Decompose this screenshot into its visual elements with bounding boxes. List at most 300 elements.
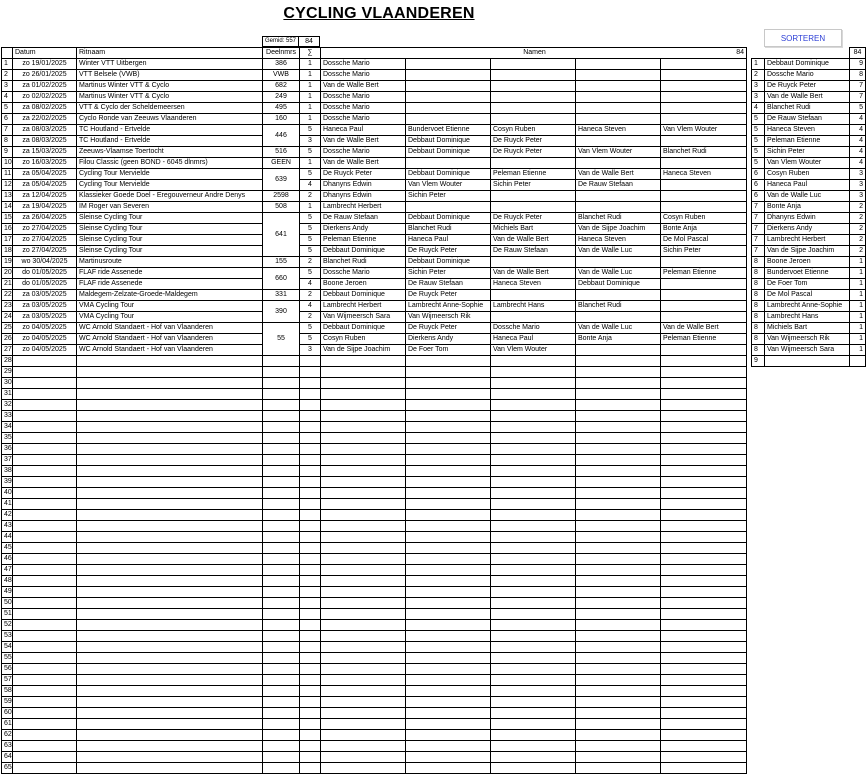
empty-cell[interactable] xyxy=(406,598,491,609)
name-cell[interactable]: Van de Walle Bert xyxy=(491,268,576,279)
name-cell[interactable]: Dierkens Andy xyxy=(321,224,406,235)
empty-cell[interactable] xyxy=(661,576,747,587)
name-cell[interactable]: De Ruyck Peter xyxy=(406,323,491,334)
empty-cell[interactable] xyxy=(406,367,491,378)
empty-cell[interactable] xyxy=(300,499,321,510)
empty-cell[interactable] xyxy=(300,675,321,686)
empty-cell[interactable] xyxy=(77,433,263,444)
empty-cell[interactable] xyxy=(13,488,77,499)
empty-cell[interactable] xyxy=(263,521,300,532)
name-cell[interactable]: De Ruyck Peter xyxy=(491,136,576,147)
empty-cell[interactable] xyxy=(77,554,263,565)
date-cell[interactable]: zo 04/05/2025 xyxy=(13,323,77,334)
ride-name-cell[interactable]: WC Arnold Standaert - Hof van Vlaanderen xyxy=(77,334,263,345)
empty-cell[interactable] xyxy=(406,400,491,411)
empty-cell[interactable] xyxy=(491,576,576,587)
name-cell[interactable]: De Rauw Stefaan xyxy=(576,180,661,191)
name-cell[interactable]: Dossche Mario xyxy=(321,147,406,158)
empty-cell[interactable] xyxy=(263,598,300,609)
name-cell[interactable]: De Rauw Stefaan xyxy=(321,213,406,224)
name-cell[interactable]: Boone Jeroen xyxy=(321,279,406,290)
empty-cell[interactable] xyxy=(491,356,576,367)
empty-cell[interactable] xyxy=(491,587,576,598)
empty-cell[interactable] xyxy=(77,730,263,741)
empty-cell[interactable] xyxy=(77,378,263,389)
count-cell[interactable]: 5 xyxy=(300,125,321,136)
empty-cell[interactable] xyxy=(491,675,576,686)
empty-cell[interactable] xyxy=(321,455,406,466)
empty-cell[interactable] xyxy=(300,532,321,543)
empty-cell[interactable] xyxy=(13,631,77,642)
empty-cell[interactable] xyxy=(576,477,661,488)
empty-cell[interactable] xyxy=(13,686,77,697)
empty-cell[interactable] xyxy=(263,719,300,730)
empty-cell[interactable] xyxy=(77,543,263,554)
empty-cell[interactable] xyxy=(406,422,491,433)
empty-cell[interactable] xyxy=(77,532,263,543)
ride-name-cell[interactable]: Martinus Winter VTT & Cyclo xyxy=(77,81,263,92)
empty-cell[interactable] xyxy=(13,587,77,598)
count-cell[interactable]: 1 xyxy=(300,70,321,81)
ride-name-cell[interactable]: IM Roger van Severen xyxy=(77,202,263,213)
empty-cell[interactable] xyxy=(263,411,300,422)
name-cell[interactable]: Sichin Peter xyxy=(491,180,576,191)
date-cell[interactable]: zo 02/02/2025 xyxy=(13,92,77,103)
empty-cell[interactable] xyxy=(300,697,321,708)
empty-cell[interactable] xyxy=(321,510,406,521)
ride-name-cell[interactable]: Cyclo Ronde van Zeeuws Vlaanderen xyxy=(77,114,263,125)
empty-cell[interactable] xyxy=(13,499,77,510)
name-cell[interactable]: Sichin Peter xyxy=(406,268,491,279)
date-cell[interactable]: do 01/05/2025 xyxy=(13,268,77,279)
name-cell[interactable]: Van de Walle Bert xyxy=(321,136,406,147)
name-cell[interactable]: Van de Walle Luc xyxy=(576,268,661,279)
ride-name-cell[interactable]: Martinusroute xyxy=(77,257,263,268)
participants-cell[interactable]: 660 xyxy=(263,268,300,290)
empty-cell[interactable] xyxy=(263,653,300,664)
empty-cell[interactable] xyxy=(661,422,747,433)
name-cell[interactable]: Van Wijmeersch Sara xyxy=(321,312,406,323)
date-cell[interactable]: za 19/04/2025 xyxy=(13,202,77,213)
empty-cell[interactable] xyxy=(263,444,300,455)
empty-cell[interactable] xyxy=(77,741,263,752)
empty-cell[interactable] xyxy=(491,741,576,752)
empty-cell[interactable] xyxy=(576,697,661,708)
name-cell[interactable] xyxy=(576,290,661,301)
empty-cell[interactable] xyxy=(406,378,491,389)
name-cell[interactable]: Van de Walle Bert xyxy=(661,323,747,334)
name-cell[interactable]: Peleman Etienne xyxy=(321,235,406,246)
date-cell[interactable]: za 26/04/2025 xyxy=(13,213,77,224)
name-cell[interactable] xyxy=(576,191,661,202)
empty-cell[interactable] xyxy=(321,389,406,400)
empty-cell[interactable] xyxy=(576,576,661,587)
count-cell[interactable]: 5 xyxy=(300,235,321,246)
empty-cell[interactable] xyxy=(491,455,576,466)
empty-cell[interactable] xyxy=(321,477,406,488)
count-cell[interactable]: 2 xyxy=(300,290,321,301)
name-cell[interactable]: De Rauw Stefaan xyxy=(491,246,576,257)
empty-cell[interactable] xyxy=(491,730,576,741)
ride-name-cell[interactable]: Cycling Tour Mervielde xyxy=(77,169,263,180)
empty-cell[interactable] xyxy=(263,433,300,444)
empty-cell[interactable] xyxy=(263,620,300,631)
empty-cell[interactable] xyxy=(300,543,321,554)
empty-cell[interactable] xyxy=(13,708,77,719)
empty-cell[interactable] xyxy=(321,543,406,554)
empty-cell[interactable] xyxy=(661,521,747,532)
empty-cell[interactable] xyxy=(661,752,747,763)
empty-cell[interactable] xyxy=(491,466,576,477)
ride-name-cell[interactable]: FLAF ride Assenede xyxy=(77,279,263,290)
empty-cell[interactable] xyxy=(263,752,300,763)
name-cell[interactable]: Bonte Anja xyxy=(576,334,661,345)
empty-cell[interactable] xyxy=(661,510,747,521)
empty-cell[interactable] xyxy=(13,466,77,477)
empty-cell[interactable] xyxy=(491,444,576,455)
name-cell[interactable]: Cosyn Ruben xyxy=(321,334,406,345)
empty-cell[interactable] xyxy=(263,554,300,565)
empty-cell[interactable] xyxy=(321,356,406,367)
empty-cell[interactable] xyxy=(300,466,321,477)
name-cell[interactable] xyxy=(576,92,661,103)
name-cell[interactable]: Dhanyns Edwin xyxy=(321,180,406,191)
empty-cell[interactable] xyxy=(263,455,300,466)
empty-cell[interactable] xyxy=(263,488,300,499)
empty-cell[interactable] xyxy=(300,455,321,466)
name-cell[interactable]: Dossche Mario xyxy=(321,268,406,279)
date-cell[interactable]: wo 30/04/2025 xyxy=(13,257,77,268)
empty-cell[interactable] xyxy=(263,730,300,741)
name-cell[interactable]: Van de Sijpe Joachim xyxy=(321,345,406,356)
empty-cell[interactable] xyxy=(263,587,300,598)
name-cell[interactable] xyxy=(661,191,747,202)
empty-cell[interactable] xyxy=(406,488,491,499)
count-cell[interactable]: 2 xyxy=(300,312,321,323)
name-cell[interactable]: Peleman Etienne xyxy=(661,268,747,279)
empty-cell[interactable] xyxy=(661,444,747,455)
count-cell[interactable]: 5 xyxy=(300,246,321,257)
name-cell[interactable]: Van de Walle Bert xyxy=(491,235,576,246)
empty-cell[interactable] xyxy=(13,576,77,587)
empty-cell[interactable] xyxy=(300,598,321,609)
empty-cell[interactable] xyxy=(263,697,300,708)
empty-cell[interactable] xyxy=(491,554,576,565)
empty-cell[interactable] xyxy=(406,697,491,708)
ride-name-cell[interactable]: VTT Belsele (VWB) xyxy=(77,70,263,81)
empty-cell[interactable] xyxy=(661,356,747,367)
name-cell[interactable] xyxy=(406,202,491,213)
empty-cell[interactable] xyxy=(77,444,263,455)
count-cell[interactable]: 2 xyxy=(300,191,321,202)
empty-cell[interactable] xyxy=(263,532,300,543)
empty-cell[interactable] xyxy=(491,543,576,554)
empty-cell[interactable] xyxy=(661,598,747,609)
count-cell[interactable]: 1 xyxy=(300,114,321,125)
empty-cell[interactable] xyxy=(77,477,263,488)
empty-cell[interactable] xyxy=(263,477,300,488)
name-cell[interactable]: De Mol Pascal xyxy=(661,235,747,246)
empty-cell[interactable] xyxy=(77,411,263,422)
count-cell[interactable]: 1 xyxy=(300,81,321,92)
empty-cell[interactable] xyxy=(661,367,747,378)
empty-cell[interactable] xyxy=(13,532,77,543)
name-cell[interactable] xyxy=(661,180,747,191)
empty-cell[interactable] xyxy=(300,510,321,521)
empty-cell[interactable] xyxy=(661,433,747,444)
empty-cell[interactable] xyxy=(661,620,747,631)
date-cell[interactable]: za 12/04/2025 xyxy=(13,191,77,202)
empty-cell[interactable] xyxy=(321,565,406,576)
participants-cell[interactable]: 495 xyxy=(263,103,300,114)
participants-cell[interactable]: 160 xyxy=(263,114,300,125)
empty-cell[interactable] xyxy=(491,378,576,389)
name-cell[interactable]: Dossche Mario xyxy=(321,114,406,125)
name-cell[interactable]: De Rauw Stefaan xyxy=(406,279,491,290)
empty-cell[interactable] xyxy=(321,466,406,477)
name-cell[interactable]: Debbaut Dominique xyxy=(406,147,491,158)
count-cell[interactable]: 5 xyxy=(300,323,321,334)
participants-cell[interactable]: 386 xyxy=(263,59,300,70)
date-cell[interactable]: za 08/03/2025 xyxy=(13,136,77,147)
empty-cell[interactable] xyxy=(406,356,491,367)
empty-cell[interactable] xyxy=(321,686,406,697)
name-cell[interactable]: Lambrecht Herbert xyxy=(321,202,406,213)
name-cell[interactable] xyxy=(491,70,576,81)
empty-cell[interactable] xyxy=(263,675,300,686)
name-cell[interactable]: Van Vlem Wouter xyxy=(576,147,661,158)
empty-cell[interactable] xyxy=(491,752,576,763)
empty-cell[interactable] xyxy=(576,532,661,543)
count-cell[interactable]: 1 xyxy=(300,59,321,70)
empty-cell[interactable] xyxy=(321,620,406,631)
empty-cell[interactable] xyxy=(263,499,300,510)
empty-cell[interactable] xyxy=(491,664,576,675)
empty-cell[interactable] xyxy=(321,697,406,708)
ride-name-cell[interactable]: Sleinse Cycling Tour xyxy=(77,246,263,257)
empty-cell[interactable] xyxy=(13,422,77,433)
empty-cell[interactable] xyxy=(406,653,491,664)
count-cell[interactable]: 3 xyxy=(300,345,321,356)
empty-cell[interactable] xyxy=(321,444,406,455)
empty-cell[interactable] xyxy=(263,631,300,642)
empty-cell[interactable] xyxy=(491,389,576,400)
date-cell[interactable]: za 03/05/2025 xyxy=(13,312,77,323)
empty-cell[interactable] xyxy=(300,642,321,653)
empty-cell[interactable] xyxy=(661,477,747,488)
ride-name-cell[interactable]: TC Houtland - Ertvelde xyxy=(77,136,263,147)
empty-cell[interactable] xyxy=(263,708,300,719)
name-cell[interactable]: Dossche Mario xyxy=(491,323,576,334)
empty-cell[interactable] xyxy=(661,741,747,752)
name-cell[interactable] xyxy=(491,81,576,92)
empty-cell[interactable] xyxy=(77,719,263,730)
name-cell[interactable] xyxy=(661,59,747,70)
empty-cell[interactable] xyxy=(13,455,77,466)
participants-cell[interactable]: 516 xyxy=(263,147,300,158)
empty-cell[interactable] xyxy=(321,675,406,686)
empty-cell[interactable] xyxy=(406,587,491,598)
empty-cell[interactable] xyxy=(661,631,747,642)
empty-cell[interactable] xyxy=(576,719,661,730)
name-cell[interactable]: Haneca Steven xyxy=(491,279,576,290)
empty-cell[interactable] xyxy=(406,466,491,477)
empty-cell[interactable] xyxy=(491,422,576,433)
empty-cell[interactable] xyxy=(661,675,747,686)
empty-cell[interactable] xyxy=(406,576,491,587)
empty-cell[interactable] xyxy=(491,620,576,631)
name-cell[interactable] xyxy=(491,103,576,114)
name-cell[interactable] xyxy=(576,70,661,81)
empty-cell[interactable] xyxy=(13,411,77,422)
empty-cell[interactable] xyxy=(406,620,491,631)
empty-cell[interactable] xyxy=(576,752,661,763)
empty-cell[interactable] xyxy=(491,521,576,532)
name-cell[interactable]: Lambrecht Herbert xyxy=(321,301,406,312)
empty-cell[interactable] xyxy=(300,576,321,587)
empty-cell[interactable] xyxy=(13,609,77,620)
name-cell[interactable] xyxy=(491,114,576,125)
participants-cell[interactable]: VWB xyxy=(263,70,300,81)
empty-cell[interactable] xyxy=(576,543,661,554)
empty-cell[interactable] xyxy=(13,543,77,554)
name-cell[interactable]: Sichin Peter xyxy=(406,191,491,202)
ride-name-cell[interactable]: Sleinse Cycling Tour xyxy=(77,235,263,246)
ride-name-cell[interactable]: VTT & Cyclo der Scheldemeersen xyxy=(77,103,263,114)
empty-cell[interactable] xyxy=(576,367,661,378)
name-cell[interactable] xyxy=(576,158,661,169)
empty-cell[interactable] xyxy=(406,444,491,455)
participants-cell[interactable]: 331 xyxy=(263,290,300,301)
empty-cell[interactable] xyxy=(491,763,576,774)
empty-cell[interactable] xyxy=(321,587,406,598)
empty-cell[interactable] xyxy=(321,554,406,565)
name-cell[interactable]: Lambrecht Hans xyxy=(491,301,576,312)
empty-cell[interactable] xyxy=(491,719,576,730)
empty-cell[interactable] xyxy=(300,587,321,598)
empty-cell[interactable] xyxy=(406,664,491,675)
empty-cell[interactable] xyxy=(300,631,321,642)
ride-name-cell[interactable]: Zeeuws-Vlaamse Toertocht xyxy=(77,147,263,158)
empty-cell[interactable] xyxy=(406,521,491,532)
date-cell[interactable]: za 08/03/2025 xyxy=(13,125,77,136)
empty-cell[interactable] xyxy=(300,477,321,488)
name-cell[interactable]: Dossche Mario xyxy=(321,92,406,103)
name-cell[interactable]: Debbaut Dominique xyxy=(321,246,406,257)
date-cell[interactable]: zo 27/04/2025 xyxy=(13,246,77,257)
empty-cell[interactable] xyxy=(300,378,321,389)
empty-cell[interactable] xyxy=(661,708,747,719)
empty-cell[interactable] xyxy=(77,763,263,774)
empty-cell[interactable] xyxy=(661,455,747,466)
empty-cell[interactable] xyxy=(576,631,661,642)
empty-cell[interactable] xyxy=(576,620,661,631)
empty-cell[interactable] xyxy=(263,389,300,400)
count-cell[interactable]: 1 xyxy=(300,103,321,114)
empty-cell[interactable] xyxy=(13,664,77,675)
empty-cell[interactable] xyxy=(13,752,77,763)
empty-cell[interactable] xyxy=(576,653,661,664)
empty-cell[interactable] xyxy=(491,488,576,499)
empty-cell[interactable] xyxy=(491,686,576,697)
name-cell[interactable]: Debbaut Dominique xyxy=(406,213,491,224)
empty-cell[interactable] xyxy=(300,609,321,620)
empty-cell[interactable] xyxy=(13,367,77,378)
empty-cell[interactable] xyxy=(406,510,491,521)
empty-cell[interactable] xyxy=(263,642,300,653)
empty-cell[interactable] xyxy=(321,521,406,532)
date-cell[interactable]: za 01/02/2025 xyxy=(13,81,77,92)
ride-name-cell[interactable]: Sleinse Cycling Tour xyxy=(77,224,263,235)
empty-cell[interactable] xyxy=(263,422,300,433)
date-cell[interactable]: za 03/05/2025 xyxy=(13,290,77,301)
name-cell[interactable]: Peleman Etienne xyxy=(661,334,747,345)
name-cell[interactable] xyxy=(661,257,747,268)
name-cell[interactable]: Blanchet Rudi xyxy=(661,147,747,158)
empty-cell[interactable] xyxy=(321,367,406,378)
count-cell[interactable]: 4 xyxy=(300,180,321,191)
count-cell[interactable]: 4 xyxy=(300,301,321,312)
name-cell[interactable] xyxy=(491,158,576,169)
empty-cell[interactable] xyxy=(300,422,321,433)
empty-cell[interactable] xyxy=(13,565,77,576)
empty-cell[interactable] xyxy=(300,411,321,422)
empty-cell[interactable] xyxy=(13,697,77,708)
date-cell[interactable]: za 15/03/2025 xyxy=(13,147,77,158)
empty-cell[interactable] xyxy=(661,697,747,708)
empty-cell[interactable] xyxy=(576,499,661,510)
empty-cell[interactable] xyxy=(406,719,491,730)
name-cell[interactable]: Van de Walle Bert xyxy=(321,81,406,92)
empty-cell[interactable] xyxy=(576,488,661,499)
empty-cell[interactable] xyxy=(77,708,263,719)
name-cell[interactable]: Van de Sijpe Joachim xyxy=(576,224,661,235)
name-cell[interactable] xyxy=(661,279,747,290)
name-cell[interactable]: Haneca Steven xyxy=(576,235,661,246)
empty-cell[interactable] xyxy=(321,631,406,642)
empty-cell[interactable] xyxy=(300,356,321,367)
name-cell[interactable] xyxy=(661,202,747,213)
name-cell[interactable]: De Ruyck Peter xyxy=(491,213,576,224)
ride-name-cell[interactable]: Maldegem-Zelzate-Groede-Maldegem xyxy=(77,290,263,301)
empty-cell[interactable] xyxy=(263,466,300,477)
empty-cell[interactable] xyxy=(321,708,406,719)
empty-cell[interactable] xyxy=(661,554,747,565)
empty-cell[interactable] xyxy=(300,752,321,763)
count-cell[interactable]: 4 xyxy=(300,279,321,290)
count-cell[interactable]: 3 xyxy=(300,136,321,147)
empty-cell[interactable] xyxy=(406,686,491,697)
name-cell[interactable] xyxy=(406,114,491,125)
participants-cell[interactable]: 446 xyxy=(263,125,300,147)
empty-cell[interactable] xyxy=(491,565,576,576)
ride-name-cell[interactable]: WC Arnold Standaert - Hof van Vlaanderen xyxy=(77,345,263,356)
empty-cell[interactable] xyxy=(661,609,747,620)
empty-cell[interactable] xyxy=(77,752,263,763)
empty-cell[interactable] xyxy=(661,719,747,730)
empty-cell[interactable] xyxy=(300,730,321,741)
empty-cell[interactable] xyxy=(77,356,263,367)
empty-cell[interactable] xyxy=(576,664,661,675)
empty-cell[interactable] xyxy=(406,477,491,488)
empty-cell[interactable] xyxy=(300,521,321,532)
name-cell[interactable] xyxy=(406,158,491,169)
empty-cell[interactable] xyxy=(576,389,661,400)
name-cell[interactable] xyxy=(491,312,576,323)
empty-cell[interactable] xyxy=(263,763,300,774)
empty-cell[interactable] xyxy=(77,653,263,664)
empty-cell[interactable] xyxy=(491,510,576,521)
